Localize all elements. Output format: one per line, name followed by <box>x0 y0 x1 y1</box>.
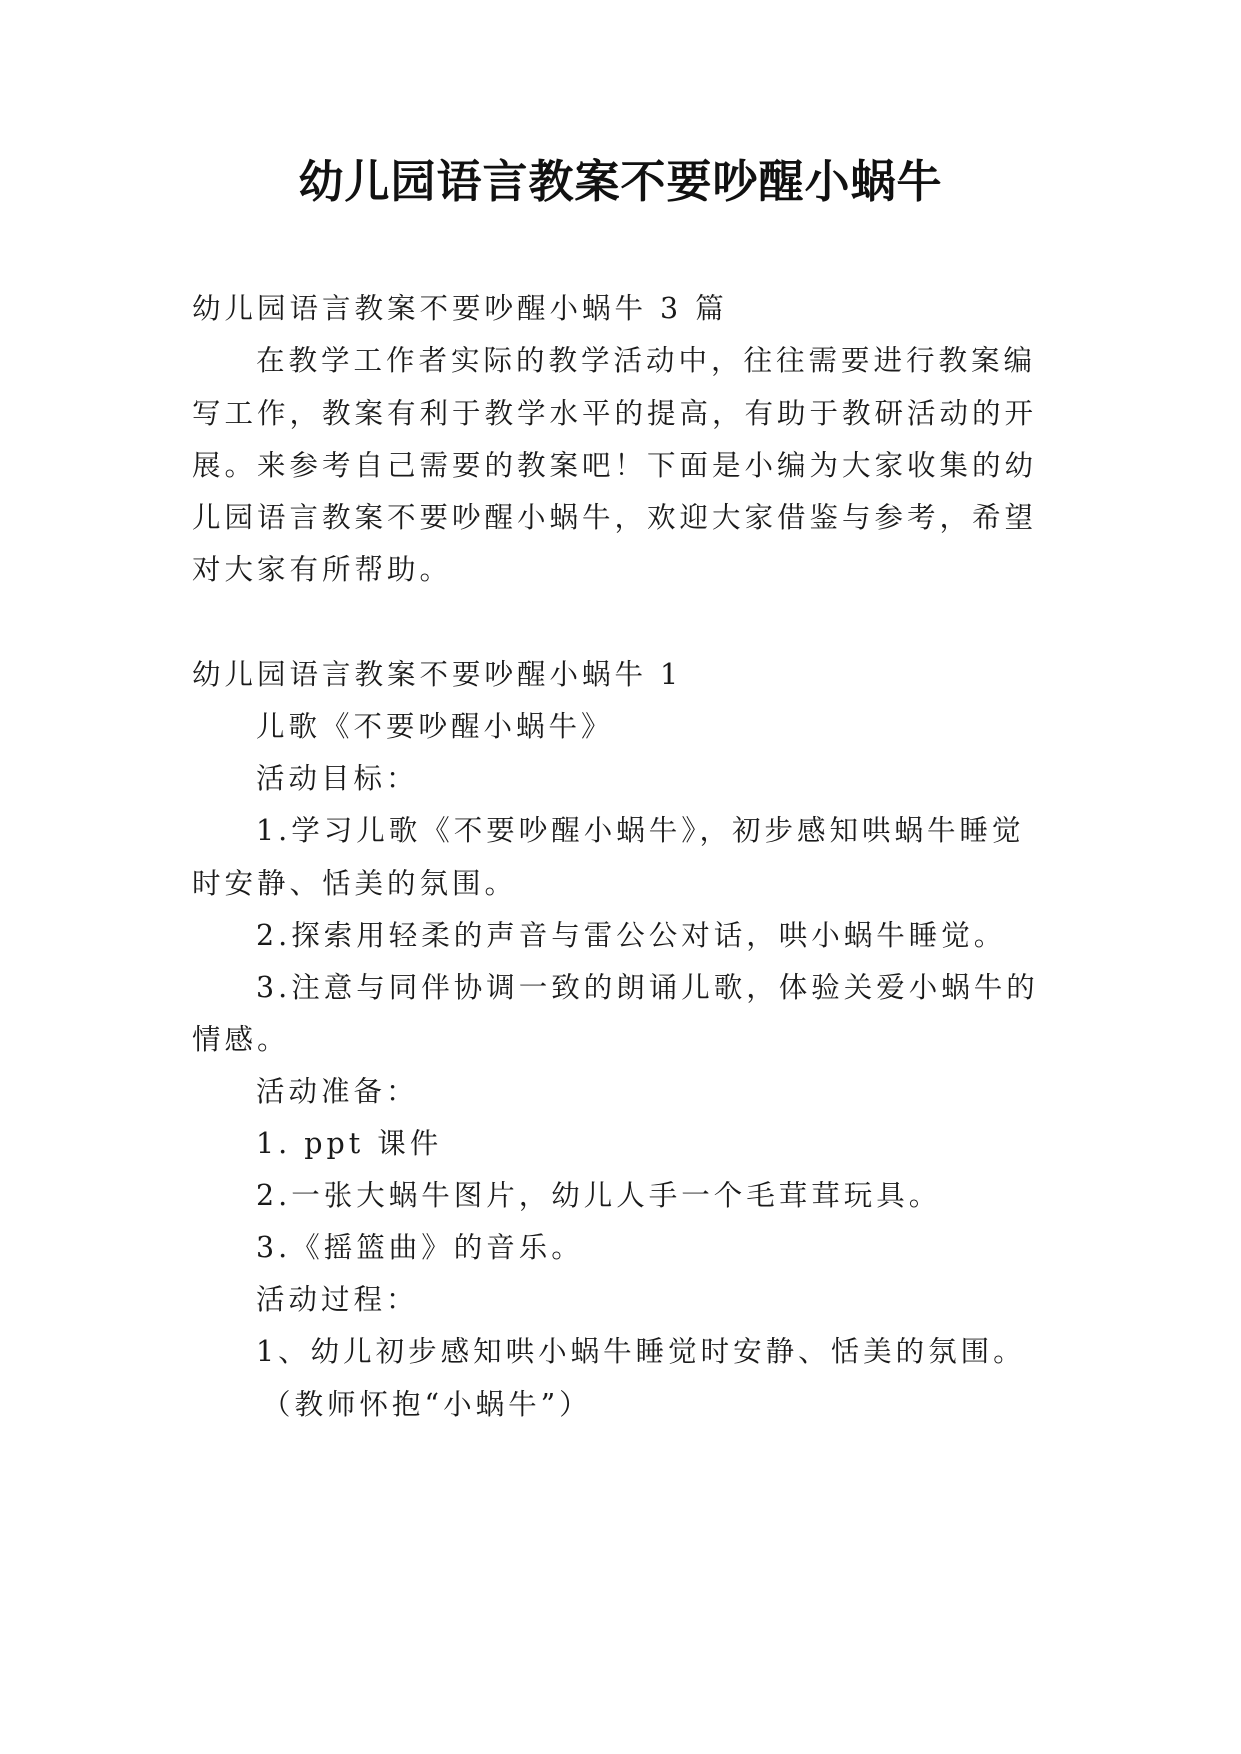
goal-2-line: 2.探索用轻柔的声音与雷公公对话，哄小蜗牛睡觉。 <box>256 919 1007 952</box>
intro-paragraph-line-3: 展。来参考自己需要的教案吧！下面是小编为大家收集的幼 <box>192 449 1038 482</box>
intro-paragraph-line-5: 对大家有所帮助。 <box>192 553 453 586</box>
intro-paragraph-line-4: 儿园语言教案不要吵醒小蜗牛，欢迎大家借鉴与参考，希望 <box>192 501 1038 534</box>
process-step-1-note: （教师怀抱“小蜗牛”） <box>262 1388 592 1421</box>
intro-paragraph-line-2: 写工作，教案有利于教学水平的提高，有助于教研活动的开 <box>192 397 1038 430</box>
goal-3-line-1: 3.注意与同伴协调一致的朗诵儿歌，体验关爱小蜗牛的 <box>256 971 1039 1004</box>
preparation-item-3: 3.《摇篮曲》的音乐。 <box>256 1231 584 1264</box>
preparation-item-1: 1. ppt 课件 <box>256 1127 443 1160</box>
goal-3-line-2: 情感。 <box>192 1023 290 1056</box>
goals-heading: 活动目标： <box>256 762 419 795</box>
goal-1-line-2: 时安静、恬美的氛围。 <box>192 867 518 900</box>
goal-1-line-1: 1.学习儿歌《不要吵醒小蜗牛》，初步感知哄蜗牛睡觉 <box>256 814 1025 847</box>
section-heading-1: 幼儿园语言教案不要吵醒小蜗牛 1 <box>192 658 683 691</box>
document-title: 幼儿园语言教案不要吵醒小蜗牛 <box>298 155 943 208</box>
song-title-line: 儿歌《不要吵醒小蜗牛》 <box>256 710 614 743</box>
intro-paragraph-line-1: 在教学工作者实际的教学活动中，往往需要进行教案编 <box>256 344 1037 377</box>
preparation-item-2: 2.一张大蜗牛图片，幼儿人手一个毛茸茸玩具。 <box>256 1179 942 1212</box>
preparation-heading: 活动准备： <box>256 1075 419 1108</box>
process-heading: 活动过程： <box>256 1283 419 1316</box>
process-step-1: 1、幼儿初步感知哄小蜗牛睡觉时安静、恬美的氛围。 <box>256 1335 1026 1368</box>
subtitle-line: 幼儿园语言教案不要吵醒小蜗牛 3 篇 <box>192 292 728 325</box>
